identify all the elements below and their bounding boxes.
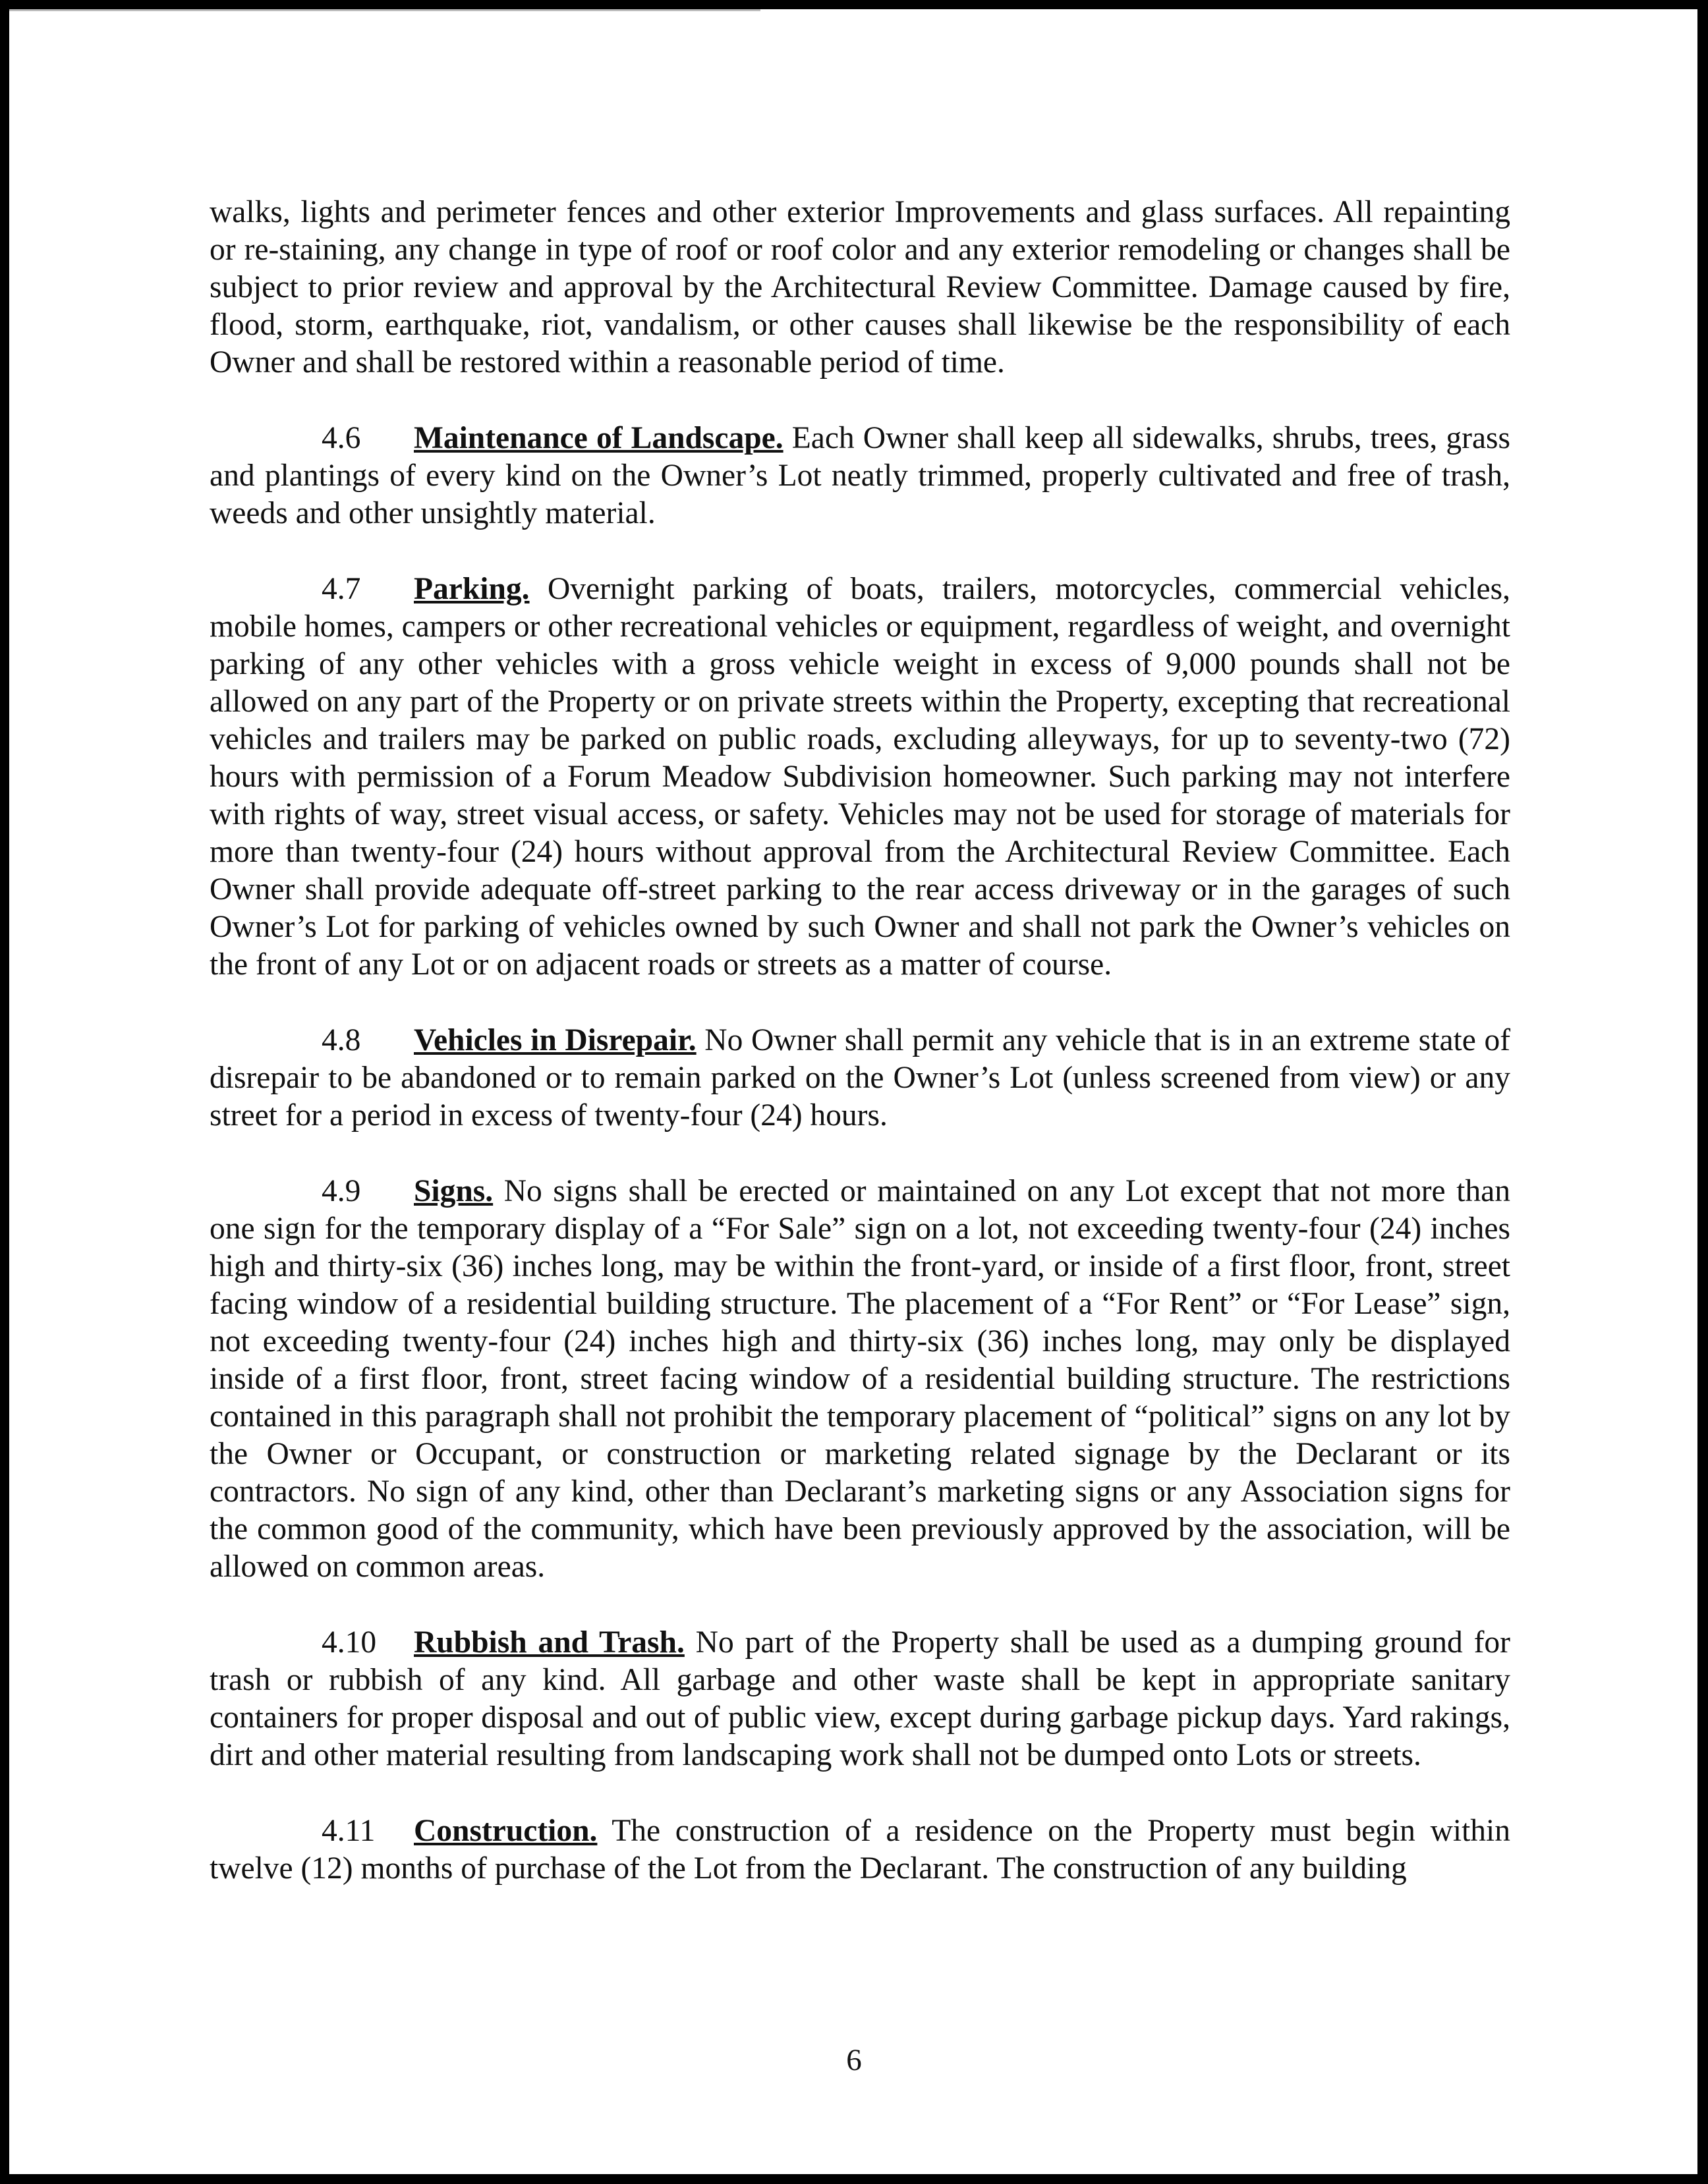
section-4-9: [210, 1173, 1510, 1586]
section-4-11: [210, 1812, 1510, 1888]
section-number: 4.6: [322, 421, 361, 455]
page-number: 6: [846, 2043, 862, 2077]
scan-edge-line: [9, 9, 760, 11]
section-text: No part of the Property shall be used as a dumping ground for trash or rubbish of any kind. All garbage and other waste shall be kept in appropriate sanitary containers for proper disposal and out of public view, except during garbage pickup days. Yard rakings, dirt and other material resulting from landscaping work shall not be dumped onto Lots or streets.: [210, 1625, 1510, 1772]
paragraph-text: walks, lights and perimeter fences and other exterior Improvements and glass surfaces. All repainting or re-staining, any change in type of roof or roof color and any exterior remodeling or changes shall be subject to prior review and approval by the Architectural Review Committee. Damage caused by fire, flood, storm, earthquake, riot, vandalism, or other causes shall likewise be the responsibility of each Owner and shall be restored within a reasonable period of time.: [210, 195, 1510, 379]
paragraph-continuation: [210, 194, 1510, 381]
section-heading: Parking.: [414, 572, 530, 606]
section-heading: Maintenance of Landscape.: [414, 421, 783, 455]
section-text: Each Owner shall keep all sidewalks, shrubs, trees, grass and plantings of every kind on the Owner’s Lot neatly trimmed, properly cultivated and free of trash, weeds and other unsightly material.: [210, 421, 1511, 530]
section-heading: Vehicles in Disrepair.: [414, 1023, 697, 1057]
section-text: No signs shall be erected or maintained on any Lot except that not more than one sign for the temporary display of a “For Sale” sign on a lot, not exceeding twenty-four (24) inches high and thirty-six (36) inches long, may be within the front-yard, or inside of a first floor, front, street facing window of a residential building structure. The placement of a “For Rent” or “For Lease” sign, not exceeding twenty-four (24) inches high and thirty-six (36) inches long, may only be displayed inside of a first floor, front, street facing window of a residential building structure. The restrictions contained in this paragraph shall not prohibit the temporary placement of “political” signs on any lot by the Owner or Occupant, or construction or marketing related signage by the Declarant or its contractors. No sign of any kind, other than Declarant’s marketing signs or any Association signs for the common good of the community, which have been previously approved by the association, will be allowed on common areas.: [210, 1174, 1510, 1584]
section-number: 4.11: [322, 1814, 376, 1848]
section-text: The construction of a residence on the Property must begin within twelve (12) months of purchase of the Lot from the Declarant. The construction of any building: [210, 1814, 1510, 1886]
section-heading: Rubbish and Trash.: [414, 1625, 685, 1660]
section-number: 4.9: [322, 1174, 361, 1208]
section-heading: Signs.: [414, 1174, 494, 1208]
section-text: No Owner shall permit any vehicle that is in an extreme state of disrepair to be abandoned or to remain parked on the Owner’s Lot (unless screened from view) or any street for a period in excess of twenty-four (24) hours.: [210, 1023, 1511, 1133]
section-4-8: [210, 1022, 1510, 1134]
section-text: Overnight parking of boats, trailers, motorcycles, commercial vehicles, mobile homes, campers or other recreational vehicles or equipment, regardless of weight, and overnight parking of any other vehicles with a gross vehicle weight in excess of 9,000 pounds shall not be allowed on any part of the Property or on private streets within the Property, excepting that recreational vehicles and trailers may be parked on public roads, excluding alleyways, for up to seventy-two (72) hours with permission of a Forum Meadow Subdivision homeowner. Such parking may not interfere with rights of way, street visual access, or safety. Vehicles may not be used for storage of materials for more than twenty-four (24) hours without approval from the Architectural Review Committee. Each Owner shall provide adequate off-street parking to the rear access driveway or in the garages of such Owner’s Lot for parking of vehicles owned by such Owner and shall not park the Owner’s vehicles on the front of any Lot or on adjacent roads or streets as a matter of course.: [210, 572, 1510, 982]
document-body: [210, 194, 1510, 1926]
section-number: 4.8: [322, 1023, 361, 1057]
section-number: 4.7: [322, 572, 361, 606]
section-4-10: [210, 1624, 1510, 1774]
section-4-7: [210, 571, 1510, 984]
section-number: 4.10: [322, 1625, 377, 1660]
section-4-6: [210, 420, 1510, 532]
section-heading: Construction.: [414, 1814, 598, 1848]
